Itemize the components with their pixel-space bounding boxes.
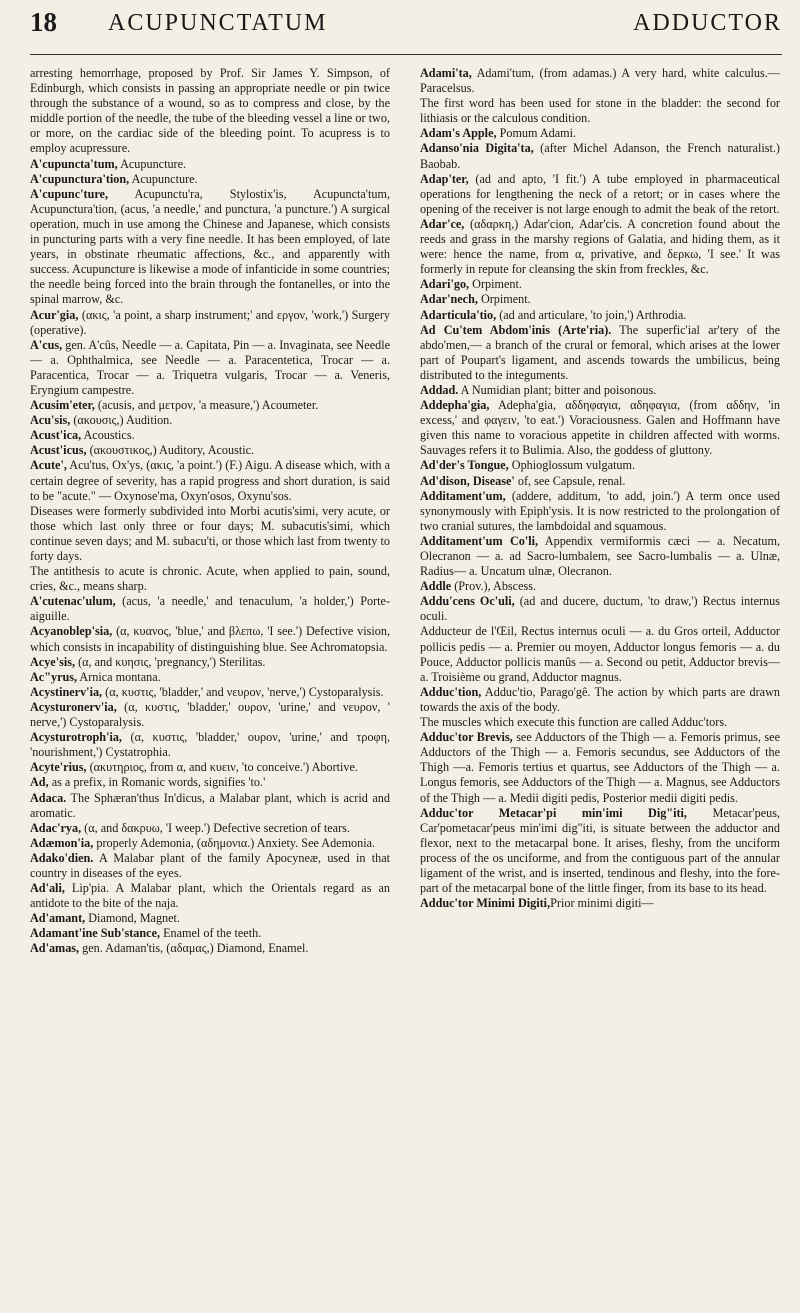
dictionary-entry <box>30 821 390 836</box>
entry-text: arresting hemorrhage, proposed by Prof. Sir James Y. Simpson, of Edinburgh, which consists in passing an appropriate needle or pin twice through the substance of a wound, so as to compress and close, by the middle portion of the needle, the tube of the bleeding vessel a line or two, or more, on the cardiac side of the bleeding point. To acupress is to employ acupressure. <box>30 66 390 156</box>
entry-headword: Acyanoblep'sia, <box>30 624 113 639</box>
entry-headword: Acute', <box>30 458 67 473</box>
dictionary-entry <box>30 941 390 956</box>
entry-text: (ακις, 'a point, a sharp instrument;' and εργον, 'work,') Surgery (operative). <box>30 307 390 337</box>
dictionary-entry <box>420 715 780 730</box>
dictionary-entry <box>30 836 390 851</box>
dictionary-entry <box>30 338 390 398</box>
dictionary-entry <box>420 806 780 897</box>
dictionary-entry <box>420 323 780 383</box>
entry-text: gen. A'cûs, Needle — a. Capitata, Pin — a. Invaginata, see Needle — a. Ophthalmica, see Needle — a. Paracentetica, Trocar — a. Paracentica, Trocar — a. Triquetra vulgaris, Trocar — a. Veneris, Eryngium campestre. <box>30 337 390 397</box>
dictionary-entry <box>30 398 390 413</box>
entry-text: Pomum Adami. <box>496 126 577 141</box>
entry-text: Adepha'gia, αδδηφαγια, αδηφαγια, (from αδδην, 'in excess,' and φαγειν, 'to eat.') Voraciousness. Galen and Hoffmann have given this name to voracious appetite in children affected with worms. Sauvages refers it to Bulimia. Also, the goddess of gluttony. <box>420 398 780 458</box>
dictionary-entry <box>420 383 780 398</box>
entry-text: of, see Capsule, renal. <box>514 473 626 488</box>
dictionary-entry <box>30 157 390 172</box>
dictionary-entry <box>30 911 390 926</box>
dictionary-entry <box>420 126 780 141</box>
entry-text: (αδαρκη,) Adar'cion, Adar'cis. A concretion found about the reeds and grass in the marshy regions of Galatia, and hiding them, as it were: hence the name, from α, privative, and δερκω, 'I see.' It was formerly in repute for cleansing the skin from freckles, &c. <box>420 216 780 277</box>
entry-headword: Adar'ce, <box>420 216 465 231</box>
entry-text: A Malabar plant of the family Apocyneæ, used in that country in diseases of the eyes. <box>30 850 390 880</box>
entry-text: Orpiment. <box>469 277 522 292</box>
entry-text: (α, and κυησις, 'pregnancy,') Sterilitas. <box>75 654 266 669</box>
dictionary-entry <box>30 594 390 624</box>
page-header <box>30 4 782 54</box>
entry-text: (ακουσις,) Audition. <box>70 413 173 428</box>
dictionary-entry <box>420 66 780 96</box>
dictionary-entry <box>30 413 390 428</box>
dictionary-entry <box>30 851 390 881</box>
dictionary-entry <box>30 428 390 443</box>
dictionary-entry <box>420 277 780 292</box>
entry-headword: Adami'ta, <box>420 66 472 80</box>
dictionary-entry <box>420 624 780 684</box>
dictionary-entry <box>30 564 390 594</box>
dictionary-entry <box>420 594 780 624</box>
entry-headword: Acur'gia, <box>30 307 79 322</box>
dictionary-entry <box>30 730 390 760</box>
entry-text: (α, κυστις, 'bladder,' and νευρον, 'nerve,') Cystoparalysis. <box>102 684 384 699</box>
entry-headword: A'cupunctura'tion, <box>30 171 130 186</box>
entry-headword: Ac"yrus, <box>30 669 78 684</box>
entry-headword: Acust'icus, <box>30 443 87 458</box>
entry-text: (acusis, and μετρον, 'a measure,') Acoumeter. <box>94 398 319 413</box>
dictionary-entry <box>30 700 390 730</box>
entry-text: Adducteur de l'Œil, Rectus internus oculi — a. du Gros orteil, Adductor pollicis pedis — a. Premier ou moyen, Adductor longus femoris — a. du Pouce, Adductor pollicis manûs — a. Second ou petit, Adductor brevis—a. Troisième ou grand, Adductor magnus. <box>420 624 780 684</box>
entry-text: (addere, additum, 'to add, join.') A term once used synonymously with Epiph'ysis. It is now restricted to the prolongation of two cranial sutures, the lambdoidal and squamous. <box>420 488 780 533</box>
dictionary-entry <box>30 760 390 775</box>
entry-text: gen. Adaman'tis, (αδαμας,) Diamond, Enamel. <box>79 941 309 956</box>
dictionary-entry <box>420 172 780 217</box>
entry-headword: Addepha'gia, <box>420 398 490 413</box>
entry-text: properly Ademonia, (αδημονια.) Anxiety. See Ademonia. <box>93 835 376 850</box>
entry-text: Arnica montana. <box>77 669 161 684</box>
entry-headword: Ad'dison, Disease' <box>420 473 515 488</box>
entry-headword: Adæmon'ia, <box>30 835 94 850</box>
entry-headword: A'cupuncta'tum, <box>30 156 118 171</box>
dictionary-entry <box>30 66 390 157</box>
entry-headword: Ad'der's Tongue, <box>420 458 509 473</box>
entry-text: (α, κυστις, 'bladder,' ουρον, 'urine,' and νευρον, ' nerve,') Cystoparalysis. <box>30 699 390 730</box>
dictionary-entry <box>420 292 780 307</box>
entry-headword: Acust'ica, <box>30 428 82 443</box>
entry-headword: Adap'ter, <box>420 171 469 186</box>
dictionary-entry <box>420 458 780 473</box>
dictionary-entry <box>30 881 390 911</box>
running-title-right: ADDUCTOR <box>633 10 782 36</box>
left-column <box>30 66 390 1306</box>
entry-text: see Adductors of the Thigh — a. Femoris primus, see Adductors of the Thigh — a. Femoris secundus, see Adductors of the Thigh —a. Femoris tertius et quartus, see Adductors of the Thigh — a. Longus femoris, see Adductors of the Thigh — a. Magnus, see Adductors of the Thigh — a. Medii digiti pedis, Posterior medii digiti pedis. <box>420 730 780 805</box>
entry-text: Diseases were formerly subdivided into Morbi acutis'simi, very acute, or those which last only three or four days; M. subacutis'simi, which continue seven days; and M. subacu'ti, or those which last from twenty to forty days. <box>30 503 390 563</box>
entry-headword: Ad'ali, <box>30 881 65 896</box>
entry-text: (ακυτηριος, from α, and κυειν, 'to conceive.') Abortive. <box>86 760 358 775</box>
dictionary-entry <box>30 685 390 700</box>
entry-headword: Adako'dien. <box>30 850 94 865</box>
entry-headword: A'cutenac'ulum, <box>30 594 116 609</box>
entry-headword: Adduc'tion, <box>420 684 482 699</box>
entry-text: (α, and δακρυω, 'I weep.') Defective secretion of tears. <box>81 820 350 835</box>
entry-text: Enamel of the teeth. <box>160 926 262 941</box>
dictionary-entry <box>30 624 390 654</box>
dictionary-entry <box>420 141 780 171</box>
dictionary-entry <box>30 791 390 821</box>
page-number: 18 <box>30 7 57 37</box>
entry-headword: Adaca. <box>30 790 67 805</box>
entry-text: (Prov.), Abscess. <box>451 579 537 594</box>
entry-headword: Acu'sis, <box>30 413 71 428</box>
dictionary-entry <box>420 579 780 594</box>
entry-text: (ad and apto, 'I fit.') A tube employed in pharmaceutical operations for lengthening the neck of a retort; or in cases where the opening of the receiver is not large enough to admit the beak of the retort. <box>420 171 780 216</box>
dictionary-entry <box>30 670 390 685</box>
dictionary-entry <box>420 730 780 805</box>
entry-text: Lip'pia. A Malabar plant, which the Orientals regard as an antidote to the bite of the naja. <box>30 881 390 911</box>
dictionary-entry <box>30 504 390 564</box>
entry-headword: A'cupunc'ture, <box>30 186 108 201</box>
entry-headword: Acye'sis, <box>30 654 76 669</box>
dictionary-entry <box>420 217 780 277</box>
entry-text: A Numidian plant; bitter and poisonous. <box>458 382 657 397</box>
entry-headword: Ad, <box>30 775 49 790</box>
right-column <box>420 66 780 1306</box>
entry-text: (ακουστικος,) Auditory, Acoustic. <box>86 443 255 458</box>
entry-headword: Adam's Apple, <box>420 126 497 141</box>
dictionary-entry <box>30 172 390 187</box>
entry-headword: Ad'amant, <box>30 911 86 926</box>
entry-text: The superfic'ial ar'tery of the abdo'men,— a branch of the crural or femoral, which arises at the lower part of Poupart's ligament, and ascends towards the umbilicus, being distributed to the integuments. <box>420 322 780 382</box>
entry-headword: Acysturotroph'ia, <box>30 730 122 745</box>
entry-headword: Additament'um Co'li, <box>420 533 539 548</box>
entry-headword: Addu'cens Oc'uli, <box>420 594 515 609</box>
entry-headword: Adar'nech, <box>420 292 478 307</box>
entry-text: (after Michel Adanson, the French naturalist.) Baobab. <box>420 141 780 171</box>
dictionary-entry <box>420 534 780 579</box>
entry-text: Acupunctu'ra, Stylostix'is, Acupuncta'tum, Acupunctura'tion, (acus, 'a needle,' and punctura, 'a puncture.') A surgical operation, much in use among the Chinese and Japanese, which consists in puncturing parts with a very fine needle. It has been employed, of late years, in obstinate rheumatic affections, &c., and apparently with success. Acupuncture is likewise a mode of infanticide in some countries; the needle being forced into the brain through the fontanelles, or into the spinal marrow, &c. <box>30 186 390 307</box>
entry-text: Acupuncture. <box>129 171 198 186</box>
entry-text: (α, κυστις, 'bladder,' ουρον, 'urine,' and τροφη, 'nourishment,') Cystatrophia. <box>30 730 390 760</box>
dictionary-entry <box>420 489 780 534</box>
entry-headword: Acusim'eter, <box>30 398 95 413</box>
entry-text: Appendix vermiformis cæci — a. Necatum, Olecranon — a. ad Sacro-lumbalem, see Sacro-lumbalis — a. Ulnæ, Radius— a. Uncatum ulnæ, Olecranon. <box>420 533 780 579</box>
entry-headword: Adamant'ine Sub'stance, <box>30 926 161 941</box>
entry-text: as a prefix, in Romanic words, signifies 'to.' <box>48 775 266 790</box>
entry-headword: Adduc'tor Metacar'pi min'imi Dig"iti, <box>420 805 687 820</box>
entry-text: Diamond, Magnet. <box>85 911 180 926</box>
entry-text: Acoustics. <box>81 428 135 443</box>
entry-text: The muscles which execute this function are called Adduc'tors. <box>420 715 728 730</box>
entry-text: The antithesis to acute is chronic. Acute, when applied to pain, sound, cries, &c., means sharp. <box>30 564 390 594</box>
entry-text: Metacar'peus, Car'pometacar'peus min'imi dig"iti, is situate between the adductor and flexor, next to the metacarpal bone. It arises, fleshy, from the unciform process of the os unciforme, and from the contiguous part of the annular ligament of the wrist, and is inserted, tendinous and fleshy, into the fore-part of the metacarpal bone of the little finger, from its base to its head. <box>420 805 780 896</box>
dictionary-entry <box>420 474 780 489</box>
entry-text: Prior minimi digiti— <box>550 896 654 911</box>
entry-text: The first word has been used for stone in the bladder: the second for lithiasis or the calculous condition. <box>420 96 780 126</box>
entry-headword: Acystinerv'ia, <box>30 684 103 699</box>
entry-headword: Acysturonerv'ia, <box>30 699 117 714</box>
dictionary-entry <box>420 896 780 911</box>
dictionary-entry <box>30 775 390 790</box>
entry-text: Adami'tum, (from adamas.) A very hard, white calculus.—Paracelsus. <box>420 66 780 96</box>
dictionary-entry <box>420 96 780 126</box>
entry-text: Ophioglossum vulgatum. <box>508 458 636 473</box>
entry-headword: A'cus, <box>30 337 63 352</box>
entry-headword: Adarticula'tio, <box>420 307 497 322</box>
entry-headword: Additament'um, <box>420 488 506 503</box>
entry-text: Acu'tus, Ox'ys, (ακις, 'a point.') (F.) Aigu. A disease which, with a certain degree of severity, has a rapid progress and short duration, is said to be "acute." — Oxynose'ma, Oxyn'osos, Oxynu'sos. <box>30 458 390 503</box>
entry-text: (acus, 'a needle,' and tenaculum, 'a holder,') Porte-aiguille. <box>30 594 390 624</box>
entry-text: (ad and ducere, ductum, 'to draw,') Rectus internus oculi. <box>420 594 780 624</box>
entry-headword: Adanso'nia Digita'ta, <box>420 141 534 156</box>
entry-headword: Adduc'tor Minimi Digiti, <box>420 896 551 911</box>
header-rule <box>30 54 782 55</box>
entry-headword: Acyte'rius, <box>30 760 87 775</box>
entry-text: (α, κυανος, 'blue,' and βλεπω, 'I see.') Defective vision, which consists in incapability of distinguishing blue. See Achromatopsia. <box>30 624 390 654</box>
entry-headword: Ad'amas, <box>30 941 80 956</box>
dictionary-entry <box>420 685 780 715</box>
entry-text: Acupuncture. <box>117 156 187 171</box>
dictionary-entry <box>30 926 390 941</box>
entry-headword: Adari'go, <box>420 277 470 292</box>
entry-text: (ad and articulare, 'to join,') Arthrodia. <box>496 307 687 322</box>
entry-headword: Adac'rya, <box>30 820 82 835</box>
entry-headword: Addle <box>420 579 452 594</box>
entry-headword: Adduc'tor Brevis, <box>420 730 513 745</box>
dictionary-entry <box>420 308 780 323</box>
entry-text: Adduc'tio, Parago'gê. The action by which parts are drawn towards the axis of the body. <box>420 684 780 714</box>
running-title-left: ACUPUNCTATUM <box>108 10 328 36</box>
dictionary-entry <box>420 398 780 458</box>
entry-headword: Ad Cu'tem Abdom'inis (Arte'ria). <box>420 322 612 337</box>
dictionary-entry <box>30 187 390 308</box>
entry-text: The Sphæran'thus In'dicus, a Malabar plant, which is acrid and aromatic. <box>30 790 390 820</box>
dictionary-entry <box>30 655 390 670</box>
entry-text: Orpiment. <box>477 292 531 307</box>
dictionary-entry <box>30 458 390 503</box>
dictionary-entry <box>30 308 390 338</box>
entry-headword: Addad. <box>420 382 459 397</box>
dictionary-entry <box>30 443 390 458</box>
